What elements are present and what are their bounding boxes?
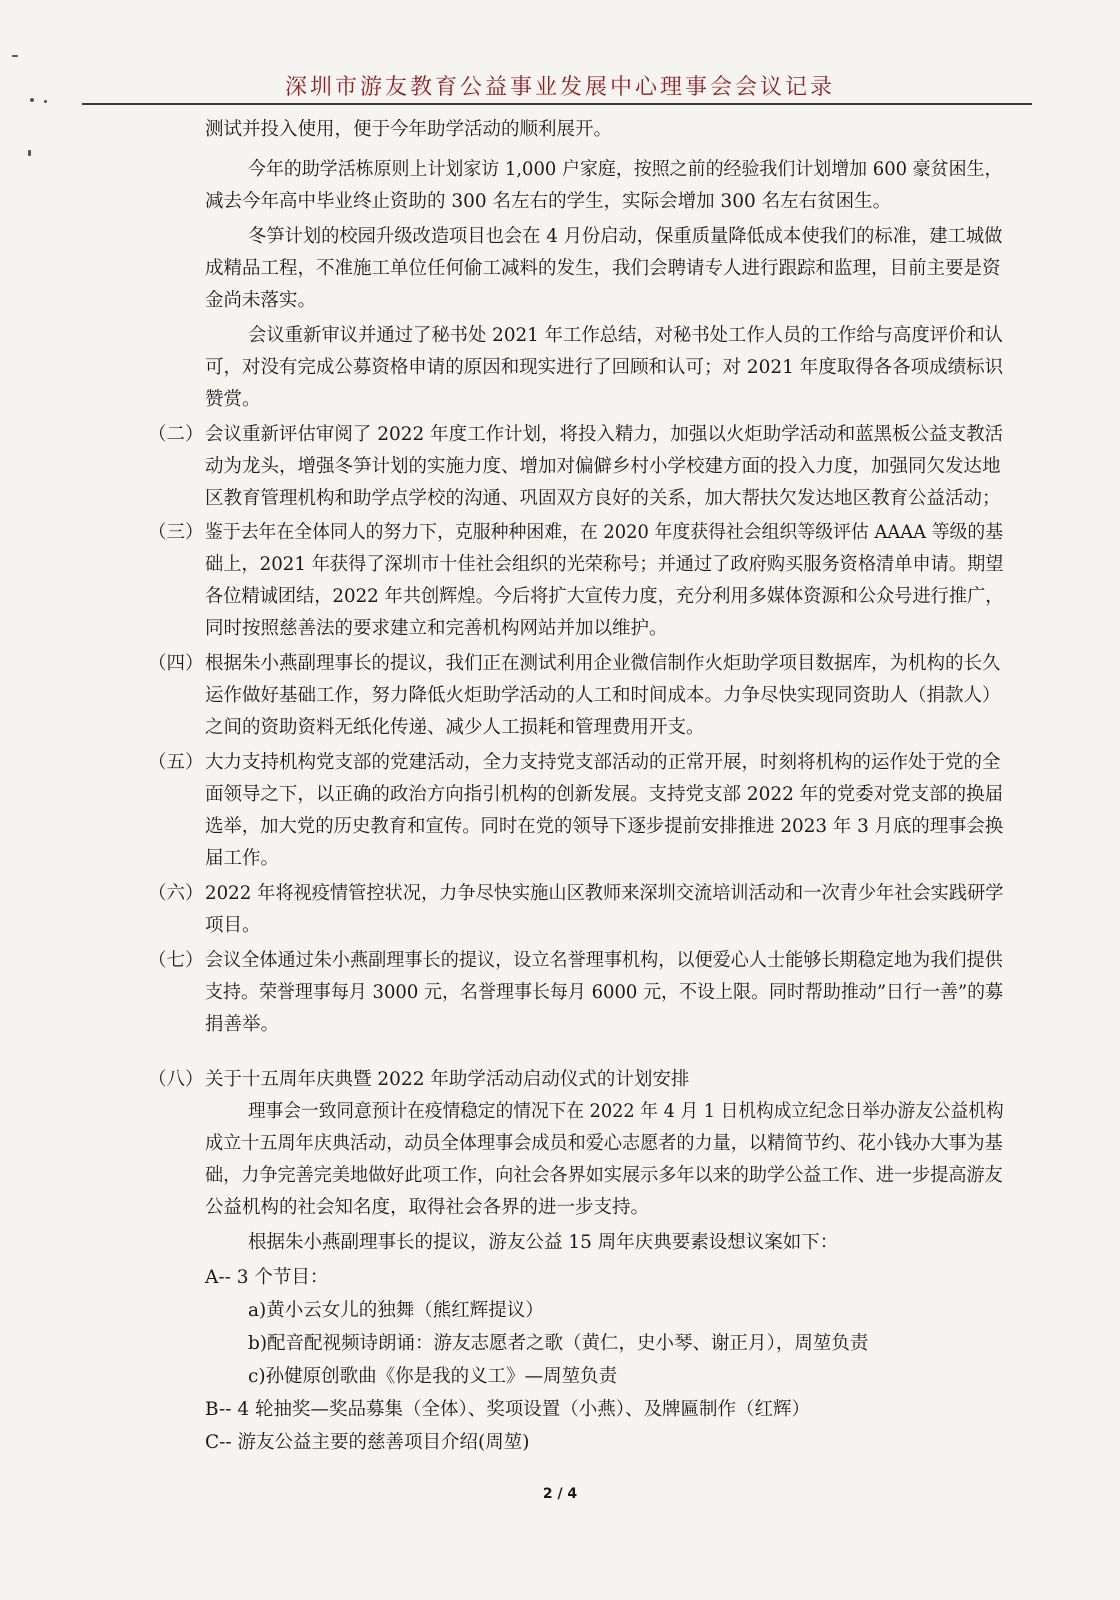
- text-line: 会议重新审议并通过了秘书处 2021 年工作总结，对秘书处工作人员的工作给与高度评价和认: [248, 325, 1004, 346]
- text-line: 础上，2021 年获得了深圳市十佳社会组织的光荣称号；并通过了政府购买服务资格清单申请。期望: [205, 554, 1004, 575]
- text-line: 金尚未落实。: [205, 290, 317, 311]
- text-line: 减去今年高中毕业终止资助的 300 名左右的学生，实际会增加 300 名左右贫困生。: [205, 191, 892, 212]
- text-line: 根据朱小燕副理事长的提议，我们正在测试利用企业微信制作火炬助学项目数据库，为机构的长久: [205, 653, 1001, 674]
- text-line: 关于十五周年庆典暨 2022 年助学活动启动仪式的计划安排: [205, 1069, 690, 1090]
- text-line: 赞赏。: [205, 389, 261, 410]
- text-line: 公益机构的社会知名度，取得社会各界的进一步支持。: [205, 1197, 650, 1218]
- text-line: A-- 3 个节目：: [205, 1267, 329, 1288]
- document-header-title: 深圳市游友教育公益事业发展中心理事会会议记录: [284, 75, 835, 100]
- text-line: 之间的资助资料无纸化传递、减少人工损耗和管理费用开支。: [205, 717, 705, 738]
- scan-mark: [30, 98, 34, 102]
- page-number: 2 / 4: [542, 1486, 578, 1502]
- text-line: 届工作。: [205, 848, 280, 869]
- text-line: c)孙健原创歌曲《你是我的义工》—周堃负责: [248, 1366, 618, 1387]
- text-line: 会议重新评估审阅了 2022 年度工作计划，将投入精力，加强以火炬助学活动和蓝黑板公益支教活: [205, 424, 1004, 445]
- text-line: 各位精诚团结，2022 年共创辉煌。今后将扩大宣传力度，充分利用多媒体资源和公众号进行推广，: [205, 586, 1004, 607]
- text-line: 根据朱小燕副理事长的提议，游友公益 15 周年庆典要素设想议案如下：: [248, 1232, 839, 1253]
- text-line: 理事会一致同意预计在疫情稳定的情况下在 2022 年 4 月 1 日机构成立纪念日举办游友公益机构: [248, 1101, 1004, 1122]
- scan-mark: [28, 150, 31, 156]
- section-number: （二）: [148, 424, 204, 445]
- text-line: 选举，加大党的历史教育和宣传。同时在党的领导下逐步提前安排推进 2023 年 3 月底的理事会换: [205, 816, 1004, 837]
- text-line: 今年的助学活栋原则上计划家访 1,000 户家庭，按照之前的经验我们计划增加 600 豪贫困生，: [248, 159, 1003, 180]
- text-line: 成立十五周年庆典活动，动员全体理事会成员和爱心志愿者的力量，以精简节约、花小钱办大事为基: [205, 1133, 1003, 1154]
- section-number: （五）: [148, 752, 204, 773]
- text-line: C-- 游友公益主要的慈善项目介绍(周堃): [205, 1432, 530, 1453]
- text-line: 成精品工程，不准施工单位任何偷工减料的发生，我们会聘请专人进行跟踪和监理，目前主要是资: [205, 258, 1001, 279]
- text-line: 项目。: [205, 915, 261, 936]
- text-line: 捐善举。: [205, 1014, 280, 1035]
- section-number: （八）: [148, 1069, 204, 1090]
- text-line: 运作做好基础工作，努力降低火炬助学活动的人工和时间成本。力争尽快实现同资助人（捐款人）: [205, 685, 1001, 706]
- section-number: （六）: [148, 883, 204, 904]
- text-line: B-- 4 轮抽奖—奖品募集（全体）、奖项设置（小燕）、及牌匾制作（红辉）: [205, 1399, 810, 1420]
- section-number: （七）: [148, 950, 204, 971]
- text-line: 冬笋计划的校园升级改造项目也会在 4 月份启动，保重质量降低成本使我们的标准，建工城做: [248, 226, 1003, 247]
- text-line: b)配音配视频诗朗诵：游友志愿者之歌（黄仁，史小琴、谢正月），周堃负责: [248, 1333, 869, 1354]
- text-line: 2022 年将视疫情管控状况，力争尽快实施山区教师来深圳交流培训活动和一次青少年社会实践研学: [205, 883, 1004, 904]
- text-line: 测试并投入使用，便于今年助学活动的顺利展开。: [205, 119, 613, 140]
- section-number: （三）: [148, 522, 204, 543]
- header-rule: [82, 103, 1032, 105]
- text-line: 面领导之下，以正确的政治方向指引机构的创新发展。支持党支部 2022 年的党委对党支部的换届: [205, 784, 1004, 805]
- text-line: 会议全体通过朱小燕副理事长的提议，设立名誉理事机构，以便爱心人士能够长期稳定地为我们提供: [205, 950, 1003, 971]
- text-line: 同时按照慈善法的要求建立和完善机构网站并加以维护。: [205, 618, 668, 639]
- text-line: 动为龙头，增强冬笋计划的实施力度、增加对偏僻乡村小学校建方面的投入力度，加强同欠发达地: [205, 456, 1001, 477]
- text-line: 鉴于去年在全体同人的努力下，克服种种困难，在 2020 年度获得社会组织等级评估 AAAA 等级的基: [205, 522, 1004, 543]
- text-line: 大力支持机构党支部的党建活动，全力支持党支部活动的正常开展，时刻将机构的运作处于党的全: [205, 752, 1001, 773]
- text-line: a)黄小云女儿的独舞（熊红辉提议）: [248, 1300, 544, 1321]
- text-line: 区教育管理机构和助学点学校的沟通、巩固双方良好的关系，加大帮扶欠发达地区教育公益活动；: [205, 488, 1001, 509]
- text-line: 支持。荣誉理事每月 3000 元，名誉理事长每月 6000 元，不设上限。同时帮助推动”日行一善”的募: [205, 982, 1004, 1003]
- text-line: 可，对没有完成公募资格申请的原因和现实进行了回顾和认可；对 2021 年度取得各各项成绩标识: [205, 357, 1004, 378]
- scan-mark: [44, 100, 47, 103]
- scan-mark: [12, 55, 18, 57]
- text-line: 础，力争完善完美地做好此项工作，向社会各界如实展示多年以来的助学公益工作、进一步提高游友: [205, 1165, 1003, 1186]
- section-number: （四）: [148, 653, 204, 674]
